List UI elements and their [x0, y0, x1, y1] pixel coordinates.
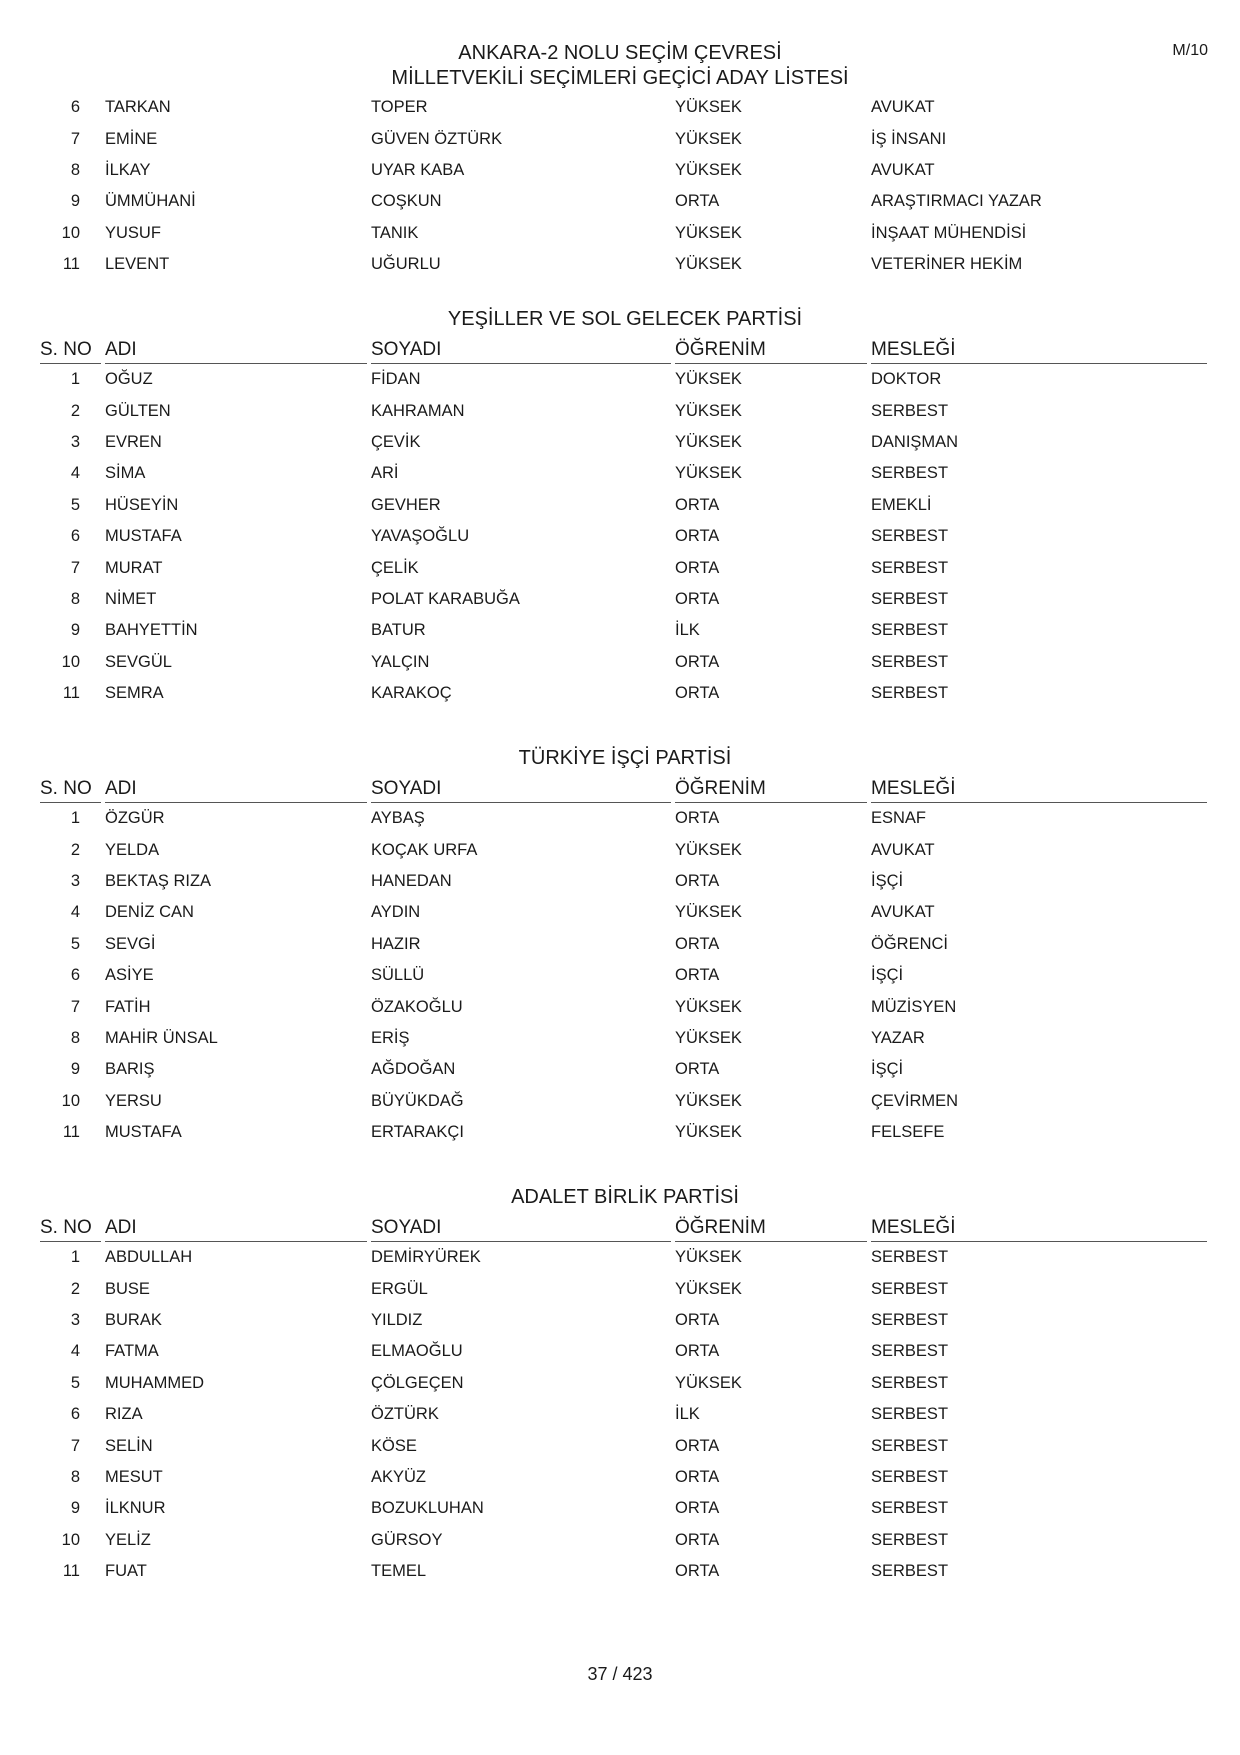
cell-adi: ASİYE	[105, 966, 154, 985]
cell-no: 10	[61, 223, 80, 242]
cell-meslek: SERBEST	[871, 1530, 949, 1549]
cell-meslek: SERBEST	[871, 401, 949, 420]
candidate-rows	[40, 364, 1210, 709]
cell-soyadi: ÇEVİK	[371, 432, 421, 451]
cell-ogrenim: ORTA	[675, 1060, 720, 1079]
cell-ogrenim: YÜKSEK	[675, 432, 742, 451]
cell-soyadi: BATUR	[371, 621, 426, 640]
cell-no: 5	[70, 1373, 80, 1392]
candidate-rows	[40, 803, 1210, 1148]
cell-meslek: İNŞAAT MÜHENDİSİ	[871, 223, 1027, 242]
cell-meslek: SERBEST	[871, 1310, 949, 1329]
cell-adi: HÜSEYİN	[105, 495, 179, 514]
cell-adi: FUAT	[105, 1562, 147, 1581]
cell-adi: ABDULLAH	[105, 1248, 193, 1267]
cell-meslek: İŞ İNSANI	[871, 129, 947, 148]
cell-adi: ÖZGÜR	[105, 809, 165, 828]
cell-no: 5	[70, 934, 80, 953]
party-name: ADALET BİRLİK PARTİSİ	[511, 1186, 739, 1208]
cell-soyadi: GÜVEN ÖZTÜRK	[371, 129, 503, 148]
cell-meslek: SERBEST	[871, 558, 949, 577]
table-row	[40, 92, 1210, 123]
cell-ogrenim: ORTA	[675, 652, 720, 671]
cell-meslek: SERBEST	[871, 589, 949, 608]
table-row	[40, 929, 1210, 960]
table-row	[40, 1556, 1210, 1587]
cell-adi: FATMA	[105, 1342, 159, 1361]
cell-no: 4	[70, 464, 80, 483]
cell-soyadi: ÇÖLGEÇEN	[371, 1373, 464, 1392]
cell-meslek: MÜZİSYEN	[871, 997, 957, 1016]
cell-ogrenim: YÜKSEK	[675, 1091, 742, 1110]
table-row	[40, 490, 1210, 521]
cell-ogrenim: YÜKSEK	[675, 903, 742, 922]
cell-adi: BURAK	[105, 1310, 162, 1329]
cell-adi: YUSUF	[105, 223, 161, 242]
cell-ogrenim: YÜKSEK	[675, 1123, 742, 1142]
cell-no: 7	[70, 1436, 80, 1455]
cell-ogrenim: YÜKSEK	[675, 1028, 742, 1047]
table-row	[40, 249, 1210, 280]
cell-soyadi: KÖSE	[371, 1436, 417, 1455]
cell-adi: YELİZ	[105, 1530, 151, 1549]
cell-soyadi: ELMAOĞLU	[371, 1342, 463, 1361]
cell-soyadi: ERİŞ	[371, 1028, 410, 1047]
cell-meslek: AVUKAT	[871, 160, 935, 179]
party-section-tip	[40, 744, 1210, 1148]
cell-meslek: SERBEST	[871, 464, 949, 483]
cell-ogrenim: YÜKSEK	[675, 840, 742, 859]
continued-candidate-table	[40, 92, 1210, 280]
cell-meslek: SERBEST	[871, 1248, 949, 1267]
cell-ogrenim: ORTA	[675, 1342, 720, 1361]
cell-meslek: VETERİNER HEKİM	[871, 255, 1023, 274]
cell-no: 9	[70, 192, 80, 211]
table-row	[40, 1273, 1210, 1304]
cell-ogrenim: ORTA	[675, 809, 720, 828]
cell-ogrenim: YÜKSEK	[675, 997, 742, 1016]
cell-ogrenim: YÜKSEK	[675, 129, 742, 148]
table-row	[40, 991, 1210, 1022]
candidate-rows	[40, 1242, 1210, 1587]
cell-meslek: SERBEST	[871, 1373, 949, 1392]
party-section-yesiller	[40, 305, 1210, 709]
cell-meslek: İŞÇİ	[871, 871, 904, 890]
cell-ogrenim: YÜKSEK	[675, 401, 742, 420]
document-title-line1: ANKARA-2 NOLU SEÇİM ÇEVRESİ	[458, 42, 782, 64]
cell-adi: BEKTAŞ RIZA	[105, 871, 212, 890]
cell-meslek: SERBEST	[871, 1279, 949, 1298]
cell-adi: ÜMMÜHANİ	[105, 192, 196, 211]
table-row	[40, 427, 1210, 458]
cell-no: 11	[62, 684, 80, 703]
cell-no: 9	[70, 1060, 80, 1079]
table-row	[40, 552, 1210, 583]
col-header-adi: ADI	[105, 338, 367, 364]
cell-meslek: ÇEVİRMEN	[871, 1091, 959, 1110]
cell-ogrenim: YÜKSEK	[675, 255, 742, 274]
page-number: 37 / 423	[587, 1664, 653, 1684]
cell-soyadi: TANIK	[371, 223, 419, 242]
cell-ogrenim: YÜKSEK	[675, 1248, 742, 1267]
cell-no: 11	[62, 255, 80, 274]
table-row	[40, 123, 1210, 154]
cell-ogrenim: ORTA	[675, 871, 720, 890]
party-section-adalet-birlik	[40, 1183, 1210, 1587]
cell-no: 7	[70, 558, 80, 577]
cell-ogrenim: İLK	[675, 1405, 700, 1424]
cell-meslek: İŞÇİ	[871, 1060, 904, 1079]
cell-soyadi: KAHRAMAN	[371, 401, 465, 420]
cell-soyadi: ERTARAKÇI	[371, 1123, 464, 1142]
cell-soyadi: AĞDOĞAN	[371, 1060, 456, 1079]
col-header-meslek: MESLEĞİ	[871, 338, 1207, 364]
cell-adi: GÜLTEN	[105, 401, 171, 420]
table-row	[40, 803, 1210, 834]
cell-soyadi: KOÇAK URFA	[371, 840, 478, 859]
table-row	[40, 1493, 1210, 1524]
cell-ogrenim: İLK	[675, 621, 700, 640]
table-row	[40, 1430, 1210, 1461]
cell-ogrenim: ORTA	[675, 1436, 720, 1455]
cell-meslek: SERBEST	[871, 652, 949, 671]
cell-ogrenim: ORTA	[675, 192, 720, 211]
table-row	[40, 1054, 1210, 1085]
col-header-soyadi: SOYADI	[371, 777, 671, 803]
table-row	[40, 458, 1210, 489]
cell-ogrenim: YÜKSEK	[675, 223, 742, 242]
cell-ogrenim: YÜKSEK	[675, 1373, 742, 1392]
col-header-no: S. NO	[40, 777, 101, 803]
cell-meslek: AVUKAT	[871, 840, 935, 859]
cell-soyadi: SÜLLÜ	[371, 966, 425, 985]
table-header	[40, 338, 1210, 364]
cell-no: 8	[70, 589, 80, 608]
cell-soyadi: ARİ	[371, 464, 399, 483]
cell-meslek: ESNAF	[871, 809, 927, 828]
cell-soyadi: GÜRSOY	[371, 1530, 443, 1549]
cell-meslek: SERBEST	[871, 527, 949, 546]
table-row	[40, 395, 1210, 426]
table-row	[40, 1368, 1210, 1399]
cell-no: 10	[61, 652, 80, 671]
cell-meslek: SERBEST	[871, 1562, 949, 1581]
cell-no: 2	[70, 401, 80, 420]
table-row	[40, 521, 1210, 552]
cell-adi: LEVENT	[105, 255, 170, 274]
cell-meslek: SERBEST	[871, 1436, 949, 1455]
cell-no: 7	[70, 129, 80, 148]
cell-no: 10	[61, 1530, 80, 1549]
cell-soyadi: TEMEL	[371, 1562, 427, 1581]
table-row	[40, 364, 1210, 395]
col-header-soyadi: SOYADI	[371, 338, 671, 364]
col-header-adi: ADI	[105, 1216, 367, 1242]
cell-adi: BARIŞ	[105, 1060, 155, 1079]
cell-adi: SEMRA	[105, 684, 164, 703]
cell-adi: İLKNUR	[105, 1499, 166, 1518]
cell-soyadi: ÖZAKOĞLU	[371, 997, 463, 1016]
cell-soyadi: POLAT KARABUĞA	[371, 589, 520, 608]
cell-meslek: SERBEST	[871, 1499, 949, 1518]
cell-ogrenim: ORTA	[675, 1530, 720, 1549]
col-header-soyadi: SOYADI	[371, 1216, 671, 1242]
cell-adi: MUHAMMED	[105, 1373, 204, 1392]
cell-no: 3	[70, 1310, 80, 1329]
cell-soyadi: DEMİRYÜREK	[371, 1248, 481, 1267]
cell-meslek: SERBEST	[871, 1342, 949, 1361]
col-header-no: S. NO	[40, 1216, 101, 1242]
table-row	[40, 1242, 1210, 1273]
cell-ogrenim: ORTA	[675, 558, 720, 577]
cell-meslek: SERBEST	[871, 1405, 949, 1424]
cell-soyadi: COŞKUN	[371, 192, 442, 211]
table-header	[40, 777, 1210, 803]
cell-no: 8	[70, 1028, 80, 1047]
cell-no: 9	[70, 1499, 80, 1518]
cell-soyadi: YAVAŞOĞLU	[371, 527, 470, 546]
cell-no: 11	[62, 1123, 80, 1142]
cell-adi: YERSU	[105, 1091, 162, 1110]
cell-soyadi: ERGÜL	[371, 1279, 428, 1298]
cell-adi: BAHYETTİN	[105, 621, 198, 640]
cell-soyadi: ÇELİK	[371, 558, 419, 577]
cell-no: 3	[70, 871, 80, 890]
document-title-line2: MİLLETVEKİLİ SEÇİMLERİ GEÇİCİ ADAY LİSTESİ	[391, 67, 849, 89]
cell-no: 3	[70, 432, 80, 451]
cell-meslek: SERBEST	[871, 1467, 949, 1486]
cell-no: 5	[70, 495, 80, 514]
cell-ogrenim: ORTA	[675, 1499, 720, 1518]
cell-soyadi: KARAKOÇ	[371, 684, 452, 703]
cell-no: 4	[70, 1342, 80, 1361]
cell-ogrenim: YÜKSEK	[675, 464, 742, 483]
table-row	[40, 960, 1210, 991]
district-code: M/10	[1172, 42, 1208, 59]
cell-adi: EMİNE	[105, 129, 158, 148]
cell-meslek: ARAŞTIRMACI YAZAR	[871, 192, 1042, 211]
cell-adi: YELDA	[105, 840, 160, 859]
cell-meslek: AVUKAT	[871, 903, 935, 922]
table-row	[40, 1023, 1210, 1054]
table-row	[40, 1305, 1210, 1336]
col-header-ogrenim: ÖĞRENİM	[675, 338, 867, 364]
cell-meslek: İŞÇİ	[871, 966, 904, 985]
table-row	[40, 1086, 1210, 1117]
cell-soyadi: AKYÜZ	[371, 1467, 427, 1486]
cell-ogrenim: ORTA	[675, 684, 720, 703]
cell-adi: BUSE	[105, 1279, 150, 1298]
cell-ogrenim: ORTA	[675, 589, 720, 608]
cell-meslek: EMEKLİ	[871, 495, 932, 514]
cell-adi: MESUT	[105, 1467, 163, 1486]
table-row	[40, 897, 1210, 928]
table-row	[40, 1462, 1210, 1493]
cell-no: 2	[70, 840, 80, 859]
cell-ogrenim: ORTA	[675, 934, 720, 953]
table-header	[40, 1216, 1210, 1242]
cell-soyadi: HANEDAN	[371, 871, 452, 890]
cell-adi: MUSTAFA	[105, 527, 182, 546]
col-header-meslek: MESLEĞİ	[871, 777, 1207, 803]
cell-meslek: SERBEST	[871, 684, 949, 703]
cell-soyadi: ÖZTÜRK	[371, 1405, 439, 1424]
cell-soyadi: UĞURLU	[371, 255, 441, 274]
cell-no: 6	[70, 1405, 80, 1424]
cell-meslek: AVUKAT	[871, 98, 935, 117]
table-row	[40, 678, 1210, 709]
col-header-no: S. NO	[40, 338, 101, 364]
cell-no: 8	[70, 1467, 80, 1486]
cell-soyadi: BÜYÜKDAĞ	[371, 1091, 464, 1110]
cell-no: 11	[62, 1562, 80, 1581]
cell-soyadi: AYBAŞ	[371, 809, 425, 828]
cell-adi: İLKAY	[105, 160, 151, 179]
cell-meslek: SERBEST	[871, 621, 949, 640]
table-row	[40, 866, 1210, 897]
cell-adi: MURAT	[105, 558, 163, 577]
cell-no: 7	[70, 997, 80, 1016]
table-row	[40, 1525, 1210, 1556]
cell-adi: TARKAN	[105, 98, 171, 117]
table-row	[40, 834, 1210, 865]
cell-soyadi: UYAR KABA	[371, 160, 465, 179]
table-row	[40, 615, 1210, 646]
table-row	[40, 647, 1210, 678]
cell-no: 4	[70, 903, 80, 922]
cell-meslek: FELSEFE	[871, 1123, 945, 1142]
cell-no: 9	[70, 621, 80, 640]
table-row	[40, 155, 1210, 186]
cell-adi: SİMA	[105, 464, 146, 483]
cell-no: 6	[70, 966, 80, 985]
col-header-adi: ADI	[105, 777, 367, 803]
cell-no: 6	[70, 527, 80, 546]
table-row	[40, 1399, 1210, 1430]
cell-no: 1	[70, 370, 80, 389]
col-header-meslek: MESLEĞİ	[871, 1216, 1207, 1242]
cell-soyadi: GEVHER	[371, 495, 441, 514]
cell-no: 2	[70, 1279, 80, 1298]
col-header-ogrenim: ÖĞRENİM	[675, 777, 867, 803]
cell-adi: DENİZ CAN	[105, 903, 194, 922]
cell-ogrenim: ORTA	[675, 495, 720, 514]
cell-adi: EVREN	[105, 432, 162, 451]
table-row	[40, 584, 1210, 615]
cell-meslek: DOKTOR	[871, 370, 942, 389]
cell-meslek: ÖĞRENCİ	[871, 934, 949, 953]
cell-soyadi: TOPER	[371, 98, 428, 117]
cell-no: 8	[70, 160, 80, 179]
table-row	[40, 1336, 1210, 1367]
table-row	[40, 218, 1210, 249]
cell-meslek: DANIŞMAN	[871, 432, 959, 451]
cell-adi: SEVGİ	[105, 934, 156, 953]
cell-adi: SELİN	[105, 1436, 153, 1455]
table-row	[40, 186, 1210, 217]
cell-ogrenim: YÜKSEK	[675, 1279, 742, 1298]
cell-no: 1	[70, 809, 80, 828]
cell-no: 10	[61, 1091, 80, 1110]
cell-adi: FATİH	[105, 997, 151, 1016]
cell-soyadi: BOZUKLUHAN	[371, 1499, 484, 1518]
cell-ogrenim: ORTA	[675, 966, 720, 985]
cell-adi: MAHİR ÜNSAL	[105, 1028, 218, 1047]
cell-no: 6	[70, 98, 80, 117]
cell-adi: OĞUZ	[105, 370, 153, 389]
table-row	[40, 1117, 1210, 1148]
cell-adi: NİMET	[105, 589, 157, 608]
cell-ogrenim: ORTA	[675, 1467, 720, 1486]
col-header-ogrenim: ÖĞRENİM	[675, 1216, 867, 1242]
cell-soyadi: YILDIZ	[371, 1310, 423, 1329]
cell-soyadi: YALÇIN	[371, 652, 430, 671]
cell-soyadi: FİDAN	[371, 370, 421, 389]
cell-meslek: YAZAR	[871, 1028, 925, 1047]
cell-ogrenim: ORTA	[675, 527, 720, 546]
cell-ogrenim: ORTA	[675, 1562, 720, 1581]
cell-adi: MUSTAFA	[105, 1123, 182, 1142]
cell-adi: SEVGÜL	[105, 652, 172, 671]
party-name: TÜRKİYE İŞÇİ PARTİSİ	[518, 747, 732, 769]
party-name: YEŞİLLER VE SOL GELECEK PARTİSİ	[447, 308, 803, 330]
cell-ogrenim: YÜKSEK	[675, 160, 742, 179]
cell-ogrenim: ORTA	[675, 1310, 720, 1329]
cell-ogrenim: YÜKSEK	[675, 370, 742, 389]
cell-soyadi: HAZIR	[371, 934, 421, 953]
cell-ogrenim: YÜKSEK	[675, 98, 742, 117]
cell-adi: RIZA	[105, 1405, 143, 1424]
cell-soyadi: AYDIN	[371, 903, 421, 922]
cell-no: 1	[70, 1248, 80, 1267]
